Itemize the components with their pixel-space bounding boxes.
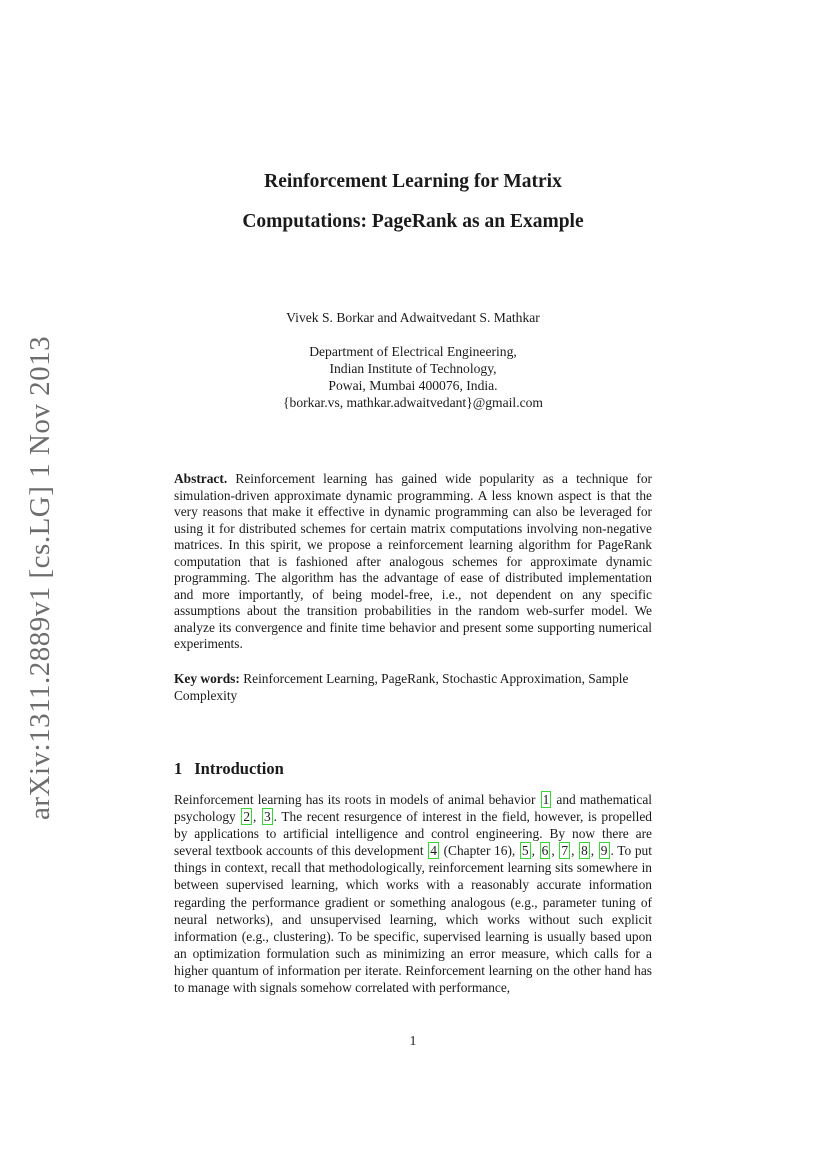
intro-text: , [253, 809, 257, 825]
affiliation-line-3: Powai, Mumbai 400076, India. [328, 378, 498, 393]
page-number: 1 [409, 1033, 417, 1048]
affiliation-line-1: Department of Electrical Engineering, [309, 344, 517, 359]
intro-text: (Chapter 16), [443, 843, 516, 859]
author-email: {borkar.vs, mathkar.adwaitvedant}@gmail.com [283, 395, 543, 410]
keywords-label: Key words: [174, 671, 240, 686]
citation-link[interactable]: 1 [542, 792, 550, 807]
citation-link[interactable]: 6 [541, 843, 549, 859]
citation-link[interactable]: 5 [521, 843, 529, 859]
keywords [174, 671, 652, 704]
intro-text: . The recent resurgence of interest in the field, however, is propelled by applications to artificial intelligence and control engineering. By now there are several textbook accounts of this development [174, 809, 652, 859]
keywords-text: Reinforcement Learning, PageRank, Stochastic Approximation, Sample Complexity [174, 671, 629, 703]
authors: Vivek S. Borkar and Adwaitvedant S. Mathkar [286, 310, 540, 325]
citation-link[interactable]: 4 [430, 843, 437, 859]
citation-link[interactable]: 8 [581, 843, 588, 859]
abstract-label: Abstract. [174, 471, 228, 486]
intro-text: and mathematical psychology [174, 792, 652, 825]
introduction-paragraph [174, 791, 652, 996]
citation-link[interactable]: 7 [561, 843, 569, 859]
intro-text: Reinforcement learning has its roots in models of animal behavior [174, 792, 536, 807]
citation-link[interactable]: 3 [263, 809, 271, 825]
paper-title-line-2: Computations: PageRank as an Example [242, 211, 584, 232]
intro-text: , [571, 843, 575, 859]
intro-text: , [551, 843, 555, 859]
abstract-text: Reinforcement learning has gained wide popularity as a technique for simulation-driven approximate dynamic programming. A less known aspect is that the very reasons that make it effective in dynamic programming can also be leveraged for using it for distributed schemes for certain matrix computations involving non-negative matrices. In this spirit, we propose a reinforcement learning algorithm for PageRank computation that is fashioned after analogous schemes for approximate dynamic programming. The algorithm has the advantage of ease of distributed implementation and more importantly, of being model-free, i.e., not dependent on any specific assumptions about the transition probabilities in the random web-surfer model. We analyze its convergence and finite time behavior and present some supporting numerical experiments. [174, 471, 652, 651]
citation-link[interactable]: 2 [243, 809, 251, 825]
arxiv-sidebar-stamp: arXiv:1311.2889v1 [cs.LG] 1 Nov 2013 [24, 335, 56, 820]
intro-text: . To put things in context, recall that methodologically, reinforcement learning sits somewhere in between supervised learning, which works with a reasonably accurate information regarding the performance gradient or something analogous (e.g., parameter tuning of neural networks), and unsupervised learning, which works without such explicit information (e.g., clustering). To be specific, supervised learning is usually based upon an optimization formulation such as minimizing an error measure, which calls for a higher quantum of information per iterate. Reinforcement learning on the other hand has to manage with signals somehow correlated with performance, [174, 843, 652, 996]
abstract [174, 471, 652, 653]
citation-link[interactable]: 9 [600, 843, 608, 859]
affiliation-line-2: Indian Institute of Technology, [329, 361, 497, 376]
section-title: Introduction [194, 759, 284, 778]
paper-title-line-1: Reinforcement Learning for Matrix [264, 171, 562, 192]
section-number: 1 [174, 759, 183, 778]
intro-text: , [531, 843, 535, 859]
intro-text: , [590, 843, 595, 859]
section-heading [174, 759, 284, 779]
